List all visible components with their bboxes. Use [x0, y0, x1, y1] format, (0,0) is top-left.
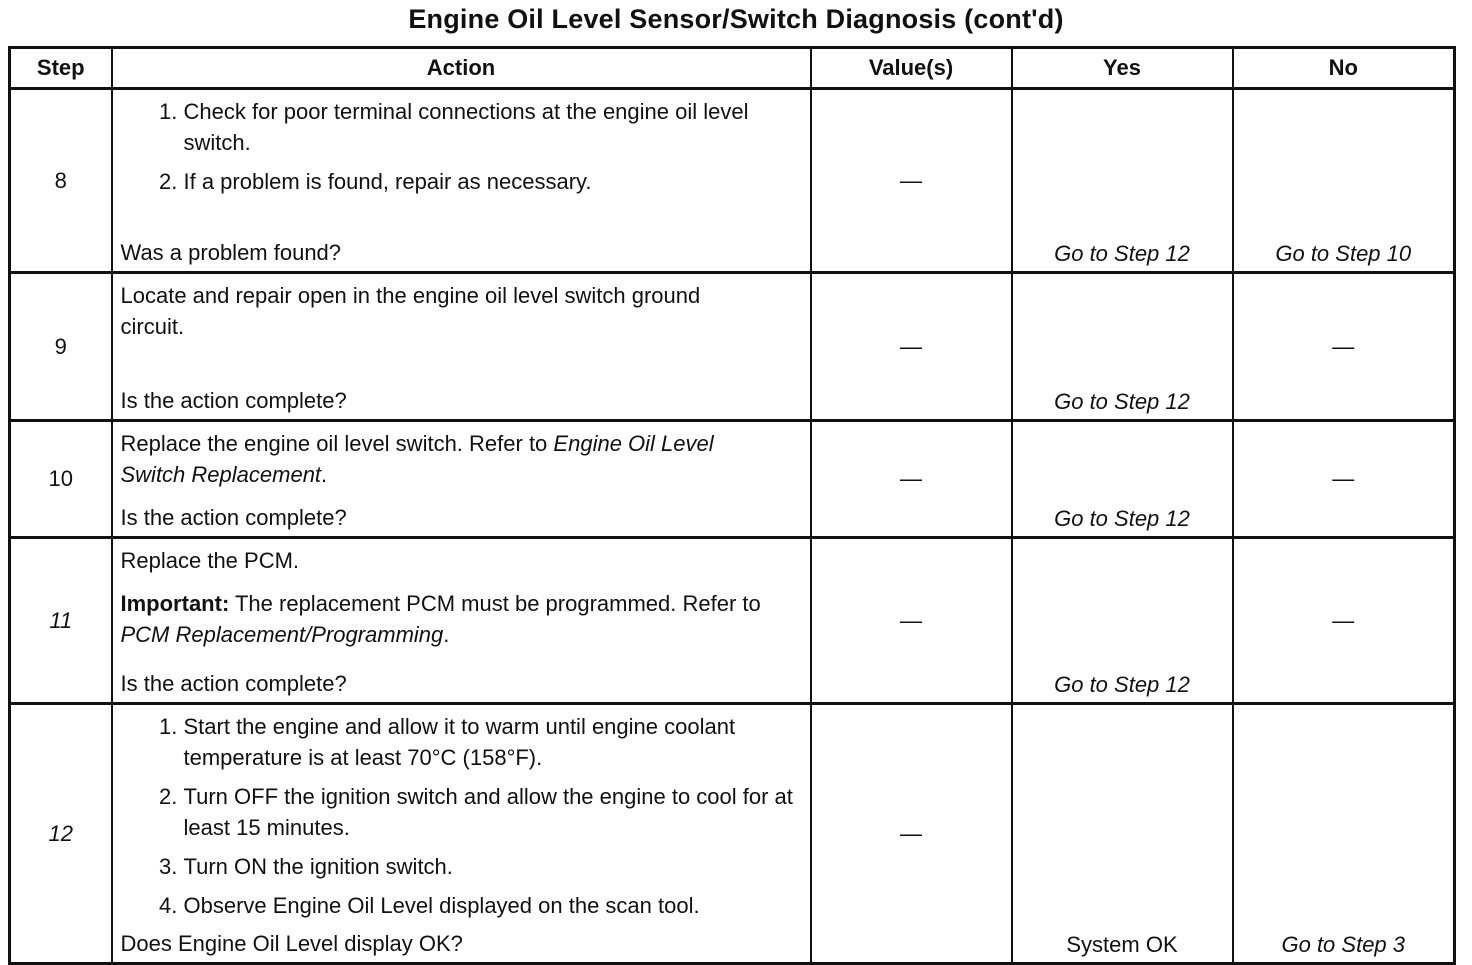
important-text-end: . [443, 622, 450, 647]
step-number: 9 [10, 273, 112, 421]
no-goto-link[interactable]: Go to Step 3 [1281, 932, 1406, 957]
header-action: Action [112, 48, 811, 89]
action-question: Was a problem found? [120, 240, 342, 265]
no-goto-link[interactable]: Go to Step 10 [1275, 241, 1412, 266]
action-cell [112, 89, 811, 273]
yes-goto-link[interactable]: Go to Step 12 [1054, 672, 1190, 697]
action-cell [112, 273, 811, 421]
value-cell: — [811, 421, 1012, 538]
action-text-end: . [321, 462, 328, 487]
header-values: Value(s) [811, 48, 1012, 89]
action-cell [112, 538, 811, 704]
table-row [10, 704, 1455, 964]
action-item: 4. Observe Engine Oil Level displayed on the scan tool. [184, 890, 802, 921]
reference-link[interactable]: Engine Oil Level Switch Replacement [120, 431, 714, 487]
important-text: The replacement PCM must be programmed. Refer to [234, 591, 761, 616]
action-question: Is the action complete? [120, 505, 347, 530]
action-question: Is the action complete? [120, 388, 347, 413]
action-item: 2. If a problem is found, repair as necessary. [184, 166, 802, 197]
action-text-block [121, 428, 802, 490]
action-item: 1. Start the engine and allow it to warm until engine coolant temperature is at least 70°C (158°F). [184, 711, 802, 773]
value-cell: — [811, 273, 1012, 421]
step-number: 12 [10, 704, 112, 964]
header-step: Step [10, 48, 112, 89]
action-question: Is the action complete? [120, 671, 347, 696]
no-cell: — [1233, 538, 1455, 704]
value-cell: — [811, 704, 1012, 964]
yes-result: System OK [1066, 932, 1178, 957]
important-note [121, 588, 802, 650]
action-text: Locate and repair open in the engine oil level switch ground circuit. [120, 283, 701, 339]
important-label: Important: [120, 591, 230, 616]
step-number: 10 [10, 421, 112, 538]
value-cell: — [811, 89, 1012, 273]
action-cell [112, 704, 811, 964]
table-row [10, 273, 1455, 421]
action-cell [112, 421, 811, 538]
page-title: Engine Oil Level Sensor/Switch Diagnosis (cont'd) [408, 4, 1064, 34]
step-number: 11 [10, 538, 112, 704]
yes-goto-link[interactable]: Go to Step 12 [1054, 506, 1190, 531]
table-row [10, 538, 1455, 704]
action-text: Replace the PCM. [120, 548, 300, 573]
table-row [10, 89, 1455, 273]
action-question: Does Engine Oil Level display OK? [120, 931, 463, 956]
table-header-row [10, 48, 1455, 89]
table-row [10, 421, 1455, 538]
no-cell: — [1233, 273, 1455, 421]
header-yes: Yes [1012, 48, 1233, 89]
no-cell: — [1233, 421, 1455, 538]
yes-goto-link[interactable]: Go to Step 12 [1054, 241, 1190, 266]
action-item: 3. Turn ON the ignition switch. [184, 851, 802, 882]
action-list [121, 96, 802, 205]
yes-goto-link[interactable]: Go to Step 12 [1054, 389, 1190, 414]
action-item: 2. Turn OFF the ignition switch and allow the engine to cool for at least 15 minutes. [184, 781, 802, 843]
action-list [121, 711, 802, 921]
action-item: 1. Check for poor terminal connections at the engine oil level switch. [184, 96, 802, 158]
action-text: Replace the engine oil level switch. Refer to [120, 431, 548, 456]
diagnosis-table [8, 46, 1456, 965]
value-cell: — [811, 538, 1012, 704]
header-no: No [1233, 48, 1455, 89]
step-number: 8 [10, 89, 112, 273]
reference-link[interactable]: PCM Replacement/Programming [120, 622, 444, 647]
